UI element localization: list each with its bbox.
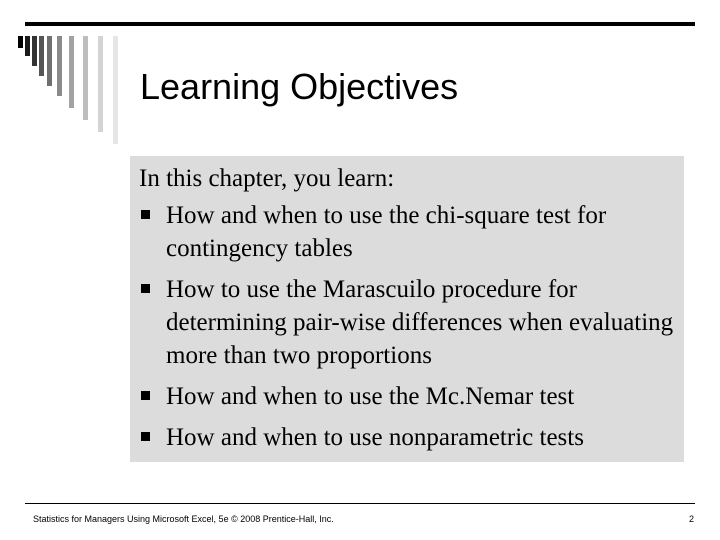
slide-title: Learning Objectives xyxy=(140,66,459,107)
footer-text: Statistics for Managers Using Microsoft Excel, 5e © 2008 Prentice-Hall, Inc. xyxy=(33,514,334,524)
square-bullet-icon xyxy=(141,284,150,293)
square-bullet-icon xyxy=(141,210,150,219)
footer-rule xyxy=(25,503,695,504)
intro-text: In this chapter, you learn: xyxy=(139,165,395,192)
list-item xyxy=(139,380,679,413)
square-bullet-icon xyxy=(141,391,150,400)
list-item xyxy=(139,273,679,372)
list-item xyxy=(139,199,679,265)
bullet-text: How and when to use the chi-square test for contingency tables xyxy=(166,202,607,262)
bullet-text: How and when to use nonparametric tests xyxy=(166,424,584,451)
top-rule xyxy=(25,22,695,26)
content-box xyxy=(130,156,684,462)
decorative-bars xyxy=(18,36,118,146)
bullet-text: How to use the Marascuilo procedure for determining pair-wise differences when evaluating more than two proportions xyxy=(166,276,674,369)
objectives-list xyxy=(139,199,679,462)
page-number: 2 xyxy=(688,514,694,524)
list-item xyxy=(139,421,679,454)
bullet-text: How and when to use the Mc.Nemar test xyxy=(166,383,575,410)
square-bullet-icon xyxy=(141,432,150,441)
